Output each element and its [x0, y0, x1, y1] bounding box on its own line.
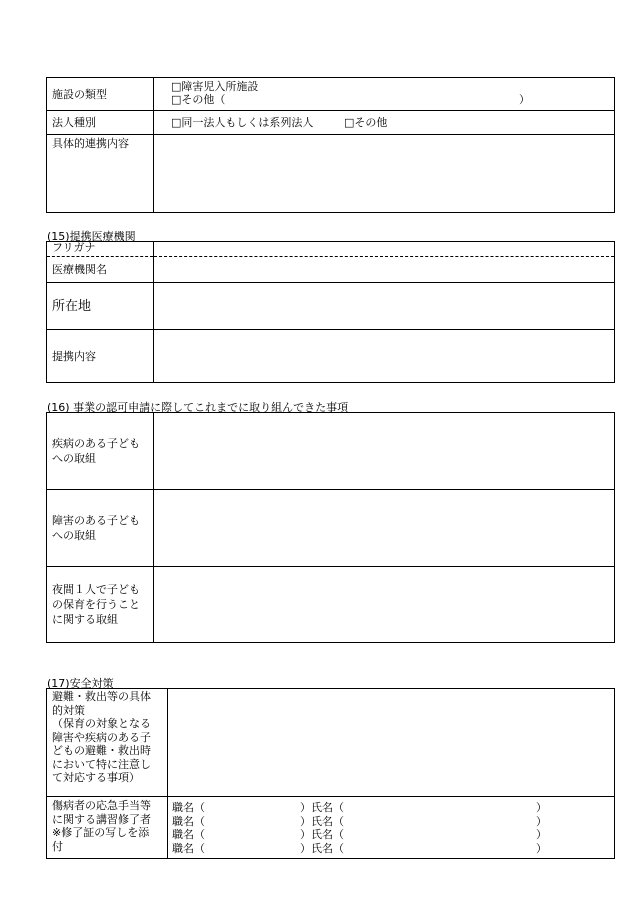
safety-table — [46, 688, 615, 859]
person-name-label: ）氏名（ — [300, 841, 344, 855]
trainee-row[interactable] — [172, 815, 614, 829]
initiative-illness-label: 疾病のある子ども への取組 — [47, 413, 154, 490]
cooperation-details-label: 具体的連携内容 — [47, 135, 154, 213]
job-title-label: 職名（ — [172, 828, 205, 841]
person-name-label: ）氏名（ — [300, 828, 344, 841]
person-name-label: ）氏名（ — [300, 814, 344, 828]
job-title-label: 職名（ — [172, 801, 205, 814]
trainee-row[interactable] — [172, 801, 614, 815]
checkbox-option-disabled-child-facility[interactable]: □障害児入所施設 — [171, 80, 259, 93]
close-paren: ） — [536, 841, 547, 855]
initiatives-table — [46, 412, 615, 643]
address-label: 所在地 — [47, 283, 154, 330]
medical-institution-name-label: 医療機関名 — [47, 257, 154, 283]
close-paren: ） — [536, 814, 547, 828]
checkbox-option-other[interactable]: □その他（ — [171, 93, 226, 106]
initiative-night-care-value[interactable] — [154, 567, 615, 643]
partnership-content-label: 提携内容 — [47, 330, 154, 383]
medical-institution-name-value[interactable] — [154, 257, 615, 283]
section-17-title: (17)安全対策 — [47, 677, 114, 690]
initiative-disability-label: 障害のある子ども への取組 — [47, 490, 154, 567]
facility-table — [46, 77, 615, 213]
close-paren: ） — [536, 828, 547, 841]
section-15-title: (15)提携医療機関 — [47, 230, 136, 243]
first-aid-trainees-label: 傷病者の応急手当等 に関する講習修了者 ※修了証の写しを添 付 — [47, 797, 168, 859]
job-title-label: 職名（ — [172, 841, 205, 855]
facility-type-options — [154, 78, 615, 111]
trainee-row[interactable] — [172, 828, 614, 842]
initiative-night-care-label: 夜間１人で子ども の保育を行うこと に関する取組 — [47, 567, 154, 643]
close-paren: ） — [536, 801, 547, 814]
facility-type-label: 施設の類型 — [47, 78, 154, 111]
evacuation-measures-label: 避難・救出等の具体 的対策 （保育の対象となる 障害や疾病のある子 どもの避難・救出時 において特に注意し て対応する事項） — [47, 689, 168, 797]
corporation-type-options — [154, 111, 615, 135]
trainee-row[interactable] — [172, 842, 614, 856]
medical-institution-table — [46, 241, 615, 383]
address-value[interactable] — [154, 283, 615, 330]
person-name-label: ）氏名（ — [300, 801, 344, 814]
furigana-value[interactable] — [154, 242, 615, 257]
checkbox-option-same-corporation[interactable]: □同一法人もしくは系列法人 — [171, 116, 314, 129]
initiative-illness-value[interactable] — [154, 413, 615, 490]
cooperation-details-value[interactable] — [154, 135, 615, 213]
other-close-paren: ） — [519, 93, 530, 106]
corporation-type-label: 法人種別 — [47, 111, 154, 135]
first-aid-trainees-list — [168, 797, 615, 859]
initiative-disability-value[interactable] — [154, 490, 615, 567]
section-16-title: (16) 事業の認可申請に際してこれまでに取り組んできた事項 — [47, 401, 349, 414]
job-title-label: 職名（ — [172, 814, 205, 828]
partnership-content-value[interactable] — [154, 330, 615, 383]
evacuation-measures-value[interactable] — [168, 689, 615, 797]
furigana-label: フリガナ — [47, 242, 154, 257]
checkbox-option-other-corporation[interactable]: □その他 — [344, 116, 388, 129]
